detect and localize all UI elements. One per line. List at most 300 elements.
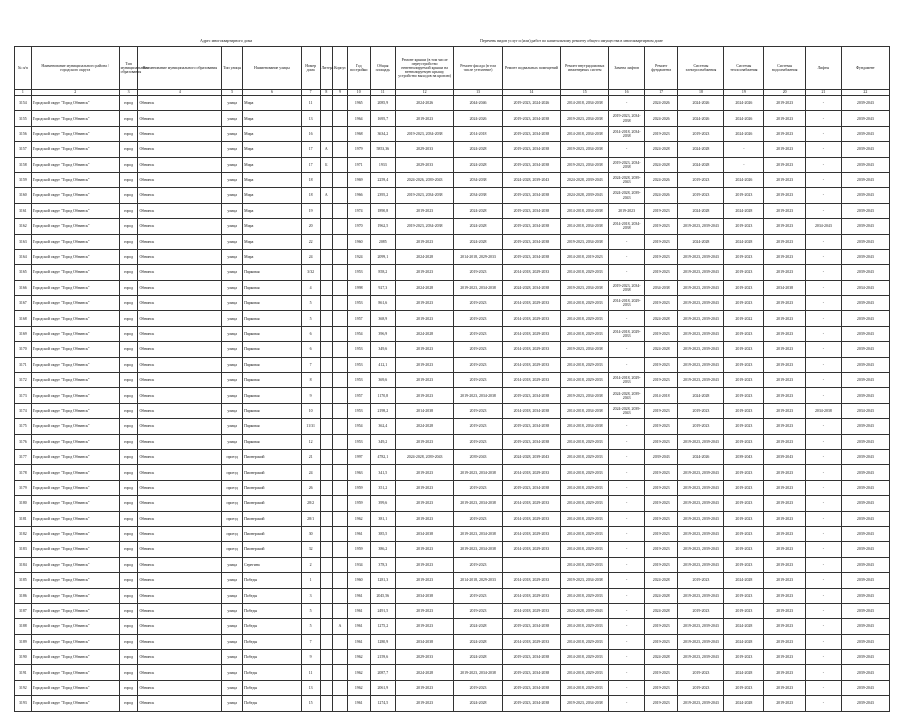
table-cell: 1274,5: [370, 696, 395, 711]
table-cell: 5853,36: [370, 142, 395, 157]
column-header: Ремонт фасада (в том числе утепление): [454, 47, 502, 90]
table-cell: -: [609, 680, 645, 695]
table-cell: 3189: [15, 634, 32, 649]
table-cell: Пионерский: [243, 496, 302, 511]
table-cell: 2024-2028, 2039-2043: [561, 188, 609, 203]
table-cell: Городской округ "Город Обнинск": [31, 126, 119, 141]
table-cell: 2019-2023: [644, 219, 677, 234]
table-cell: 2039-2043: [841, 603, 889, 618]
table-cell: 2198,2: [370, 403, 395, 418]
table-cell: 2024-2028, 2039-2043: [609, 172, 645, 187]
table-cell: 2014-2018, 2034-2038: [502, 403, 561, 418]
table-cell: улица: [222, 265, 243, 280]
table-cell: 2019-2023, 2034-2038: [561, 157, 609, 172]
table-cell: -: [724, 142, 764, 157]
table-cell: 2014-2018, 2034-2038: [561, 219, 609, 234]
table-cell: город: [119, 588, 138, 603]
table-cell: Мира: [243, 234, 302, 249]
table-cell: 2039-2043: [841, 419, 889, 434]
table-row: [15, 434, 890, 449]
table-cell: [320, 419, 333, 434]
table-cell: -: [609, 542, 645, 557]
table-cell: Парковая: [243, 419, 302, 434]
table-cell: 2014-2018, 2029-2033: [609, 296, 645, 311]
table-cell: Обнинск: [138, 603, 222, 618]
table-cell: 2019-2023, 2039-2043: [678, 588, 724, 603]
table-cell: 1962: [347, 511, 370, 526]
table-cell: 2039-2043: [841, 557, 889, 572]
table-cell: 381,1: [370, 511, 395, 526]
table-cell: 2039-2043: [841, 188, 889, 203]
table-cell: 2039-2043: [841, 511, 889, 526]
table-cell: 26: [301, 480, 320, 495]
table-cell: Городской округ "Город Обнинск": [31, 157, 119, 172]
table-cell: 3186: [15, 588, 32, 603]
table-cell: 2491,5: [370, 603, 395, 618]
table-cell: 2039-2043: [841, 126, 889, 141]
column-number: 11: [370, 90, 395, 96]
table-cell: 2024-2028: [395, 280, 454, 295]
table-cell: Городской округ "Город Обнинск": [31, 373, 119, 388]
table-cell: 2019-2023: [764, 249, 806, 264]
table-cell: -: [806, 280, 842, 295]
column-number: 16: [609, 90, 645, 96]
table-cell: Пионерский: [243, 449, 302, 464]
table-cell: Пионерский: [243, 465, 302, 480]
table-cell: 2014-2018, 2029-2033: [609, 373, 645, 388]
table-cell: 2014-2018, 2029-2033: [561, 357, 609, 372]
table-cell: 1962,5: [370, 219, 395, 234]
table-row: [15, 249, 890, 264]
table-row: [15, 511, 890, 526]
table-cell: Победы: [243, 603, 302, 618]
table-cell: 1953: [347, 342, 370, 357]
table-cell: 2039-2043: [841, 357, 889, 372]
table-cell: улица: [222, 403, 243, 418]
table-cell: город: [119, 388, 138, 403]
table-cell: 368,9: [370, 311, 395, 326]
table-cell: Победы: [243, 650, 302, 665]
table-cell: 2044-2046: [454, 96, 502, 111]
table-cell: улица: [222, 557, 243, 572]
table-cell: -: [806, 542, 842, 557]
table-cell: 3: [301, 588, 320, 603]
table-row: [15, 357, 890, 372]
table-cell: 2039-2043: [841, 573, 889, 588]
table-cell: 2014-2018, 2029-2033: [502, 511, 561, 526]
table-cell: [333, 203, 348, 218]
table-cell: [333, 449, 348, 464]
table-cell: 2019-2023: [764, 142, 806, 157]
table-cell: 2039-2043: [841, 388, 889, 403]
table-cell: 1969: [347, 172, 370, 187]
table-cell: улица: [222, 388, 243, 403]
table-cell: 16: [301, 126, 320, 141]
table-cell: 378,3: [370, 557, 395, 572]
table-cell: 2024-2028: [678, 234, 724, 249]
table-cell: 2019-2023: [644, 634, 677, 649]
table-cell: 1997: [347, 449, 370, 464]
table-cell: город: [119, 126, 138, 141]
table-cell: 3174: [15, 403, 32, 418]
table-cell: город: [119, 265, 138, 280]
table-cell: 2019-2023, 2034-2038: [561, 388, 609, 403]
table-cell: 2019-2023, 2034-2038: [502, 111, 561, 126]
table-cell: 2014-2018, 2029-2033: [502, 603, 561, 618]
table-cell: город: [119, 665, 138, 680]
column-number: 10: [347, 90, 370, 96]
table-cell: 3169: [15, 326, 32, 341]
table-cell: 2019-2023, 2039-2043: [678, 634, 724, 649]
table-cell: Обнинск: [138, 680, 222, 695]
table-cell: -: [609, 311, 645, 326]
table-cell: 3158: [15, 157, 32, 172]
table-cell: 5: [301, 619, 320, 634]
table-cell: [320, 403, 333, 418]
table-cell: город: [119, 634, 138, 649]
table-cell: 1961: [347, 603, 370, 618]
table-row: [15, 326, 890, 341]
table-cell: 2: [301, 557, 320, 572]
table-cell: 2024-2028, 2034-2038: [502, 280, 561, 295]
table-cell: 3185: [15, 573, 32, 588]
table-cell: 2019-2023: [644, 526, 677, 541]
table-cell: 2019-2023, 2034-2038: [561, 280, 609, 295]
table-cell: 1280,9: [370, 634, 395, 649]
address-group-caption: Адрес многоквартирного дома: [200, 38, 253, 43]
table-cell: 1965: [347, 96, 370, 111]
table-cell: 3165: [15, 265, 32, 280]
table-cell: город: [119, 142, 138, 157]
table-cell: 2019-2023: [678, 603, 724, 618]
table-cell: 3191: [15, 665, 32, 680]
column-header: Номер дома: [301, 47, 320, 90]
table-cell: 2024-2026: [644, 172, 677, 187]
table-cell: -: [806, 342, 842, 357]
table-cell: 1275,2: [370, 619, 395, 634]
table-cell: 17: [301, 157, 320, 172]
table-cell: 1170,8: [370, 388, 395, 403]
table-cell: 1953: [347, 265, 370, 280]
table-cell: 3157: [15, 142, 32, 157]
table-cell: 2014-2018, 2034-2038: [561, 126, 609, 141]
table-cell: 2024-2028: [724, 619, 764, 634]
table-cell: 2019-2023: [724, 465, 764, 480]
table-cell: Городской округ "Город Обнинск": [31, 434, 119, 449]
table-cell: Обнинск: [138, 342, 222, 357]
table-cell: 2014-2018, 2029-2033: [561, 680, 609, 695]
table-cell: 2019-2023: [644, 234, 677, 249]
table-cell: 9: [301, 650, 320, 665]
table-cell: 2014-2018, 2029-2033: [502, 296, 561, 311]
table-cell: [320, 219, 333, 234]
table-cell: [333, 434, 348, 449]
table-cell: Городской округ "Город Обнинск": [31, 265, 119, 280]
table-cell: Пионерский: [243, 542, 302, 557]
table-cell: 3178: [15, 465, 32, 480]
table-cell: Городской округ "Город Обнинск": [31, 280, 119, 295]
table-cell: город: [119, 573, 138, 588]
table-cell: 2019-2023: [395, 265, 454, 280]
table-cell: улица: [222, 111, 243, 126]
table-cell: 2014-2018, 2029-2033: [502, 357, 561, 372]
table-cell: 2019-2023, 2034-2038: [502, 419, 561, 434]
table-cell: -: [609, 557, 645, 572]
table-cell: -: [806, 419, 842, 434]
table-cell: 2019-2023: [454, 373, 502, 388]
table-cell: Городской округ "Город Обнинск": [31, 172, 119, 187]
table-cell: 3155: [15, 111, 32, 126]
table-cell: [320, 172, 333, 187]
table-cell: [320, 126, 333, 141]
table-cell: Городской округ "Город Обнинск": [31, 634, 119, 649]
table-cell: 18: [301, 188, 320, 203]
table-cell: 2024-2028: [644, 573, 677, 588]
table-cell: 2024-2026: [678, 96, 724, 111]
table-cell: -: [609, 419, 645, 434]
table-cell: 2039-2043: [841, 234, 889, 249]
table-cell: 2014-2018, 2034-2038: [561, 203, 609, 218]
table-cell: 3188: [15, 619, 32, 634]
table-cell: -: [609, 634, 645, 649]
table-cell: 2019-2023: [724, 588, 764, 603]
table-cell: проезд: [222, 542, 243, 557]
table-cell: -: [806, 526, 842, 541]
table-cell: город: [119, 603, 138, 618]
table-cell: 1971: [347, 157, 370, 172]
table-cell: улица: [222, 296, 243, 311]
table-cell: город: [119, 111, 138, 126]
table-cell: [320, 280, 333, 295]
table-cell: -: [609, 449, 645, 464]
table-cell: 2019-2023: [764, 542, 806, 557]
table-cell: -: [609, 142, 645, 157]
table-cell: 2259,4: [370, 172, 395, 187]
table-cell: город: [119, 203, 138, 218]
table-cell: 2019-2023: [724, 188, 764, 203]
table-cell: 2019-2023: [644, 357, 677, 372]
table-cell: 2024-2028: [395, 665, 454, 680]
table-cell: [333, 157, 348, 172]
table-cell: -: [806, 172, 842, 187]
table-cell: 2039-2043: [841, 265, 889, 280]
table-cell: 1961: [347, 588, 370, 603]
table-cell: 2019-2023: [764, 619, 806, 634]
column-header: Системы водоснабжения: [764, 47, 806, 90]
table-cell: 1961: [347, 634, 370, 649]
table-cell: 2019-2023: [764, 388, 806, 403]
table-cell: 2019-2023: [395, 480, 454, 495]
table-cell: Обнинск: [138, 157, 222, 172]
table-cell: 1974: [347, 203, 370, 218]
table-cell: Городской округ "Город Обнинск": [31, 419, 119, 434]
table-cell: 2039-2043: [841, 542, 889, 557]
table-cell: 2019-2023: [678, 573, 724, 588]
table-cell: 2024-2026: [724, 111, 764, 126]
table-cell: 2019-2023, 2039-2043: [678, 311, 724, 326]
table-cell: 1695,7: [370, 111, 395, 126]
table-cell: -: [806, 603, 842, 618]
table-cell: 2039-2043: [841, 449, 889, 464]
table-cell: 3164: [15, 249, 32, 264]
table-cell: улица: [222, 342, 243, 357]
table-row: [15, 496, 890, 511]
table-cell: 2039-2043: [841, 249, 889, 264]
table-cell: 2019-2023: [764, 573, 806, 588]
table-cell: 396,9: [370, 326, 395, 341]
table-cell: улица: [222, 357, 243, 372]
table-row: [15, 126, 890, 141]
table-cell: 2019-2023: [395, 342, 454, 357]
table-cell: 2034-2038: [454, 188, 502, 203]
table-cell: 2019-2023, 2034-2038: [395, 219, 454, 234]
table-cell: 2019-2023, 2034-2038: [502, 142, 561, 157]
table-cell: 2024-2028: [724, 573, 764, 588]
table-cell: 2014-2018, 2029-2033: [502, 342, 561, 357]
table-cell: 3159: [15, 172, 32, 187]
table-cell: 3154: [15, 96, 32, 111]
table-cell: 3182: [15, 526, 32, 541]
table-cell: 2014-2018, 2029-2033: [561, 311, 609, 326]
table-cell: -: [806, 665, 842, 680]
table-cell: 2019-2023, 2039-2043: [678, 650, 724, 665]
table-cell: 2019-2023: [454, 403, 502, 418]
table-cell: 2019-2023: [395, 373, 454, 388]
table-cell: 1953: [347, 434, 370, 449]
table-cell: улица: [222, 434, 243, 449]
table-cell: 28/1: [301, 511, 320, 526]
table-cell: 2039-2043: [841, 342, 889, 357]
table-cell: 1960: [347, 573, 370, 588]
table-body: [15, 96, 890, 712]
table-cell: 2087,7: [370, 665, 395, 680]
table-cell: -: [806, 96, 842, 111]
table-cell: 861,6: [370, 296, 395, 311]
table-cell: Пионерский: [243, 480, 302, 495]
column-number: 1: [15, 90, 32, 96]
table-cell: Городской округ "Город Обнинск": [31, 680, 119, 695]
table-cell: 2019-2023: [724, 342, 764, 357]
table-cell: Городской округ "Город Обнинск": [31, 696, 119, 711]
table-cell: 2019-2023: [395, 296, 454, 311]
table-cell: 2039-2043: [841, 650, 889, 665]
column-header: Год постройки: [347, 47, 370, 90]
table-cell: 2019-2023: [454, 296, 502, 311]
table-cell: 2014-2018, 2029-2033: [502, 634, 561, 649]
table-cell: 2014-2018, 2029-2033: [561, 434, 609, 449]
table-cell: [320, 265, 333, 280]
table-cell: Городской округ "Город Обнинск": [31, 296, 119, 311]
table-cell: 2024-2026: [678, 449, 724, 464]
table-cell: улица: [222, 311, 243, 326]
table-cell: -: [806, 142, 842, 157]
table-cell: [333, 234, 348, 249]
table-cell: -: [806, 249, 842, 264]
table-cell: 2019-2023: [764, 126, 806, 141]
column-header: Фундамент: [841, 47, 889, 90]
table-cell: Обнинск: [138, 496, 222, 511]
table-cell: 2024-2028: [678, 142, 724, 157]
table-cell: 2034-2038: [395, 634, 454, 649]
table-cell: -: [609, 603, 645, 618]
table-cell: -: [609, 665, 645, 680]
table-cell: [333, 373, 348, 388]
table-cell: 2019-2023: [764, 480, 806, 495]
column-header: Наименование муниципального образования: [138, 47, 222, 90]
table-cell: 2019-2023, 2034-2038: [502, 188, 561, 203]
table-cell: -: [609, 434, 645, 449]
table-cell: 11/31: [301, 419, 320, 434]
table-cell: 2024-2026: [678, 111, 724, 126]
table-cell: 2024-2028: [454, 157, 502, 172]
table-cell: 2019-2023: [764, 296, 806, 311]
table-cell: 2019-2023: [644, 296, 677, 311]
table-cell: 2039-2043: [841, 296, 889, 311]
table-cell: Городской округ "Город Обнинск": [31, 526, 119, 541]
table-cell: 2039-2043: [841, 142, 889, 157]
table-cell: Парковая: [243, 280, 302, 295]
table-row: [15, 373, 890, 388]
table-cell: 2034-2038: [764, 280, 806, 295]
column-number: 12: [395, 90, 454, 96]
table-cell: 1962: [347, 650, 370, 665]
table-cell: 2039-2043: [841, 496, 889, 511]
table-cell: [320, 619, 333, 634]
table-cell: улица: [222, 373, 243, 388]
table-cell: 9: [301, 388, 320, 403]
table-cell: 2085: [370, 234, 395, 249]
column-number: 5: [222, 90, 243, 96]
table-cell: 2024-2028: [644, 311, 677, 326]
table-cell: 2019-2023: [395, 557, 454, 572]
table-cell: Обнинск: [138, 234, 222, 249]
table-cell: Парковая: [243, 296, 302, 311]
table-cell: 2019-2023: [644, 203, 677, 218]
table-cell: 2019-2023, 2034-2038: [502, 388, 561, 403]
table-cell: -: [609, 265, 645, 280]
table-cell: 1957: [347, 311, 370, 326]
table-cell: 2019-2023, 2039-2043: [678, 296, 724, 311]
table-cell: 13: [301, 680, 320, 695]
table-cell: 2014-2018, 2029-2033: [561, 650, 609, 665]
table-cell: 1953: [347, 373, 370, 388]
table-cell: 2024-2028: [454, 696, 502, 711]
column-header: Корпус: [333, 47, 348, 90]
column-number: 20: [764, 90, 806, 96]
table-cell: 2024-2028: [454, 634, 502, 649]
table-cell: -: [806, 126, 842, 141]
table-cell: 2019-2023: [454, 357, 502, 372]
table-cell: Мира: [243, 126, 302, 141]
table-cell: 2019-2023, 2034-2038: [502, 126, 561, 141]
table-cell: 2014-2018, 2029-2033: [561, 588, 609, 603]
table-cell: 2019-2023, 2039-2043: [678, 373, 724, 388]
table-cell: 1959: [347, 480, 370, 495]
table-cell: 2019-2023: [644, 496, 677, 511]
column-header: Замена лифтов: [609, 47, 645, 90]
table-cell: 2034-2038: [454, 172, 502, 187]
table-cell: 362,4: [370, 419, 395, 434]
table-cell: 2014-2018, 2029-2033: [502, 373, 561, 388]
table-cell: 2019-2023: [724, 296, 764, 311]
table-cell: 6: [301, 342, 320, 357]
table-cell: 3172: [15, 373, 32, 388]
table-cell: 2014-2018, 2029-2033: [454, 249, 502, 264]
table-row: [15, 680, 890, 695]
table-cell: 2014-2018, 2029-2033: [561, 296, 609, 311]
table-cell: 2019-2023: [724, 419, 764, 434]
column-header: Тип улицы: [222, 47, 243, 90]
